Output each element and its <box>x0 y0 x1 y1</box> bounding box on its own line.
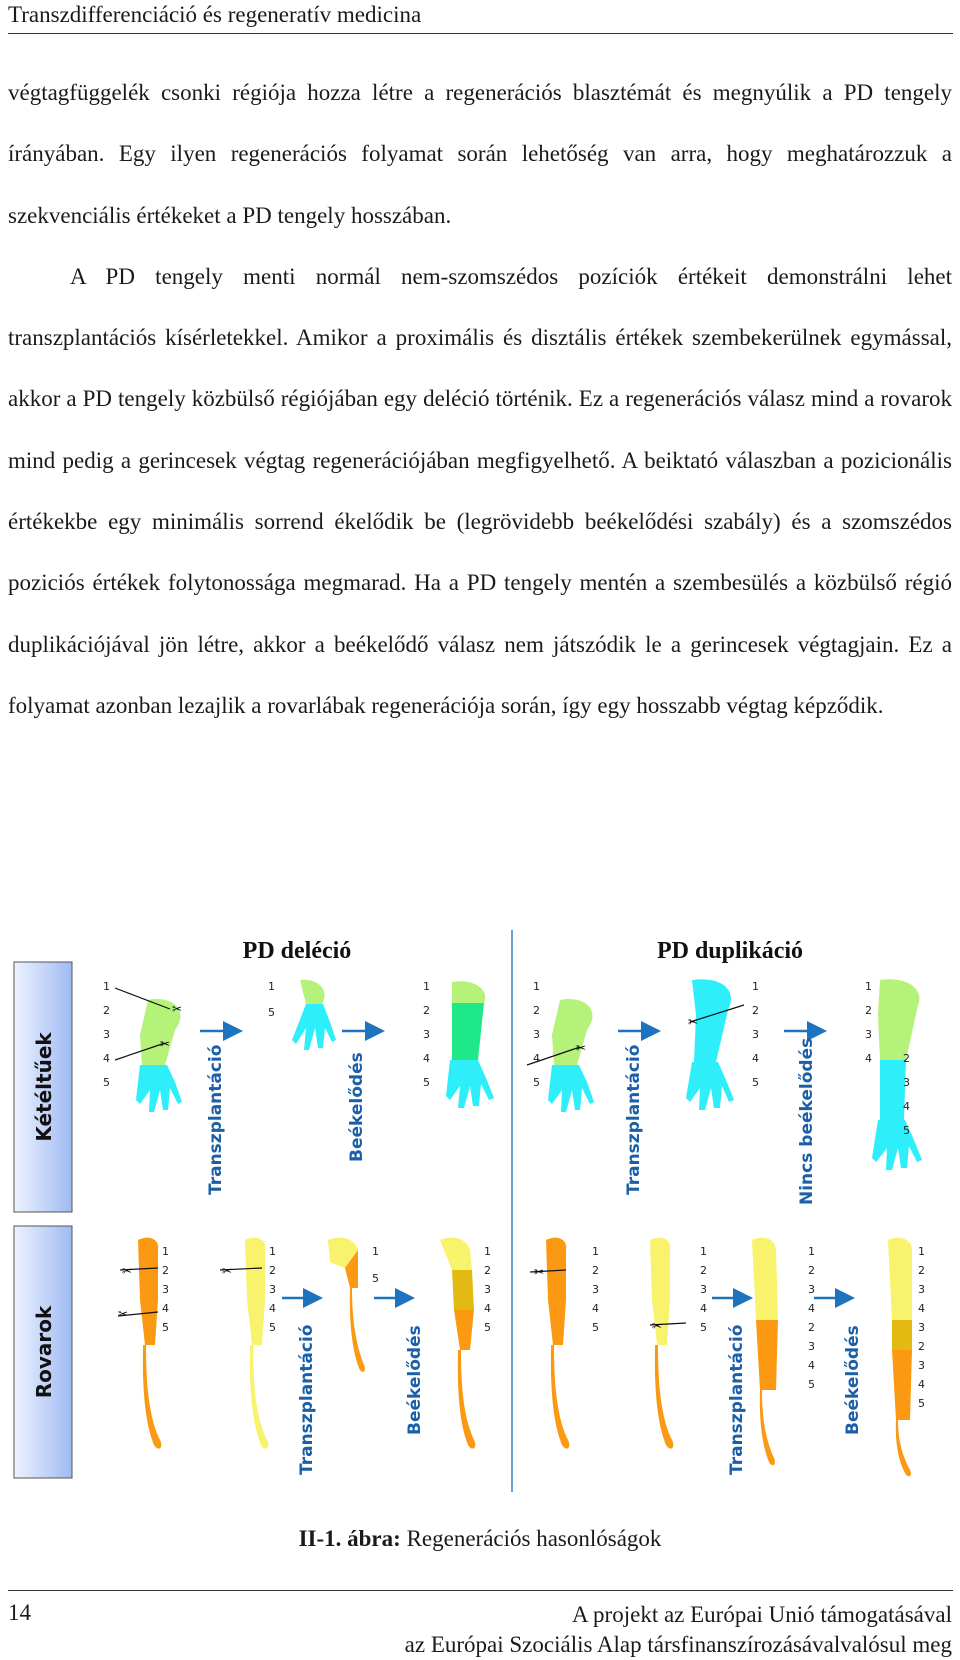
segment-number-label: 4 <box>103 1052 110 1065</box>
segment-number-label: 2 <box>918 1340 925 1353</box>
segment-number-label: 4 <box>533 1052 540 1065</box>
footer-divider <box>8 1590 953 1591</box>
arrow-label-transplant: Transzplantáció <box>297 1324 317 1475</box>
segment-number-label: 5 <box>103 1076 110 1089</box>
segment-number-label: 2 <box>700 1264 707 1277</box>
segment-number-label: 1 <box>865 980 872 993</box>
figure-caption <box>0 1526 960 1552</box>
segment-number-label: 4 <box>918 1378 925 1391</box>
row-label-insects: Rovarok <box>32 1305 56 1399</box>
insect-leg <box>888 1238 912 1477</box>
caption-label: II-1. ábra: <box>298 1526 401 1551</box>
segment-number-label: 2 <box>865 1004 872 1017</box>
segment-number-label: 4 <box>162 1302 169 1315</box>
segment-number-label: 5 <box>700 1321 707 1334</box>
segment-number-label: 5 <box>903 1124 910 1137</box>
segment-number-label: 3 <box>269 1283 276 1296</box>
segment-number-label: 2 <box>903 1052 910 1065</box>
insect-leg <box>546 1238 569 1449</box>
footer-line-2: az Európai Szociális Alap társfinanszírozásávalvalósul meg <box>404 1632 952 1657</box>
segment-number-label: 5 <box>592 1321 599 1334</box>
segment-number-label: 2 <box>103 1004 110 1017</box>
paragraph: végtagfüggelék csonki régiója hozza létre a regenerációs blasztémát és megnyúlik a PD tengely írányában. Egy ilyen regenerációs folyamat során lehetőség van arra, hogy meghatározzuk a szekvenciális értékeket a PD tengely hosszában. <box>8 80 952 228</box>
segment-number-label: 1 <box>918 1245 925 1258</box>
title-duplication: PD duplikáció <box>656 938 804 964</box>
scissors-icon: ✂ <box>688 1015 699 1029</box>
caption-text: Regenerációs hasonlóságok <box>406 1526 662 1551</box>
arrow-label-intercalation: Beékelődés <box>347 1052 367 1162</box>
segment-number-label: 4 <box>592 1302 599 1315</box>
amphibian-limb <box>872 979 922 1170</box>
segment-number-label: 2 <box>423 1004 430 1017</box>
arrow-label-intercalation: Beékelődés <box>843 1325 863 1435</box>
scissors-icon: ✂ <box>222 1264 233 1278</box>
cut-line <box>115 988 170 1009</box>
segment-number-label: 1 <box>162 1245 169 1258</box>
segment-number-label: 2 <box>808 1264 815 1277</box>
footer-funding <box>405 1600 952 1660</box>
segment-number-label: 3 <box>918 1359 925 1372</box>
segment-number-label: 3 <box>533 1028 540 1041</box>
scissors-icon: ✂ <box>160 1037 171 1051</box>
segment-number-label: 3 <box>808 1283 815 1296</box>
amphibian-limb <box>686 979 734 1110</box>
segment-number-label: 5 <box>752 1076 759 1089</box>
segment-number-label: 2 <box>592 1264 599 1277</box>
segment-number-label: 2 <box>484 1264 491 1277</box>
body-text <box>8 62 952 736</box>
segment-number-label: 1 <box>592 1245 599 1258</box>
row-label-amphibians: Kétéltűek <box>32 1032 56 1142</box>
scissors-icon: ✂ <box>118 1307 129 1321</box>
segment-number-label: 3 <box>423 1028 430 1041</box>
title-deletion: PD deléció <box>242 938 352 964</box>
segment-number-label: 1 <box>752 980 759 993</box>
segment-number-label: 3 <box>103 1028 110 1041</box>
amphibian-limb <box>292 980 336 1050</box>
segment-number-label: 1 <box>103 980 110 993</box>
segment-number-label: 2 <box>752 1004 759 1017</box>
segment-number-label: 2 <box>269 1264 276 1277</box>
segment-number-label: 3 <box>903 1076 910 1089</box>
segment-number-label: 5 <box>372 1272 379 1285</box>
segment-number-label: 1 <box>423 980 430 993</box>
segment-number-label: 4 <box>903 1100 910 1113</box>
scissors-icon: ✂ <box>576 1041 587 1055</box>
segment-number-label: 4 <box>808 1302 815 1315</box>
segment-number-label: 2 <box>808 1321 815 1334</box>
arrow-label-transplant: Transzplantáció <box>727 1324 747 1475</box>
arrow-label-transplant: Transzplantáció <box>206 1044 226 1195</box>
segment-number-label: 5 <box>162 1321 169 1334</box>
segment-number-label: 5 <box>918 1397 925 1410</box>
segment-number-label: 3 <box>808 1340 815 1353</box>
running-header: Transzdifferenciáció és regeneratív medicina <box>8 0 953 34</box>
segment-number-label: 1 <box>808 1245 815 1258</box>
scissors-icon: ✂ <box>172 1002 183 1016</box>
segment-number-label: 3 <box>865 1028 872 1041</box>
page-number: 14 <box>8 1600 31 1625</box>
scissors-icon: ✂ <box>122 1264 133 1278</box>
segment-number-label: 4 <box>423 1052 430 1065</box>
segment-number-label: 3 <box>918 1283 925 1296</box>
footer-line-1: A projekt az Európai Unió támogatásával <box>571 1602 952 1627</box>
segment-number-label: 3 <box>700 1283 707 1296</box>
arrow-label-transplant: Transzplantáció <box>624 1044 644 1195</box>
segment-number-label: 3 <box>918 1321 925 1334</box>
insect-leg <box>650 1238 673 1449</box>
segment-number-label: 4 <box>808 1359 815 1372</box>
segment-number-label: 2 <box>918 1264 925 1277</box>
segment-number-label: 4 <box>700 1302 707 1315</box>
insect-leg <box>245 1238 268 1449</box>
segment-number-label: 5 <box>423 1076 430 1089</box>
scissors-icon: ✂ <box>652 1319 663 1333</box>
figure-regeneration <box>0 920 960 1500</box>
amphibian-limb <box>446 981 494 1108</box>
segment-number-label: 3 <box>162 1283 169 1296</box>
segment-number-label: 5 <box>269 1321 276 1334</box>
segment-number-label: 1 <box>700 1245 707 1258</box>
segment-number-label: 4 <box>752 1052 759 1065</box>
segment-number-label: 1 <box>533 980 540 993</box>
arrow-label-no-intercalation: Nincs beékelődés <box>797 1037 817 1205</box>
segment-number-label: 2 <box>162 1264 169 1277</box>
segment-number-label: 1 <box>269 1245 276 1258</box>
segment-number-label: 1 <box>372 1245 379 1258</box>
scissors-icon: ✂ <box>534 1265 545 1279</box>
insect-leg <box>752 1238 778 1466</box>
paragraph: A PD tengely menti normál nem-szomszédos pozíciók értékeit demonstrálni lehet transzplantációs kísérletekkel. Amikor a proximális és disztális értékek szembekerülnek egymással, akkor a PD tengely közbülső régiójában egy deléció történik. Ez a regenerációs válasz mind a rovarok mind pedig a gerincesek végtag regenerációjában megfigyelhető. A beiktató válaszban a pozicionális értékekbe egy minimális sorrend ékelődik be (legrövidebb beékelődési szabály) és a szomszédos poziciós értékek folytonossága megmarad. Ha a PD tengely mentén a szembesülés a közbülső régió duplikációjával jön létre, akkor a beékelődő válasz nem játszódik le a gerincesek végtagjain. Ez a folyamat azonban lezajlik a rovarlábak regenerációja során, így egy hosszabb végtag képződik. <box>8 263 952 718</box>
segment-number-label: 4 <box>269 1302 276 1315</box>
segment-number-label: 2 <box>533 1004 540 1017</box>
segment-number-label: 4 <box>484 1302 491 1315</box>
segment-number-label: 5 <box>484 1321 491 1334</box>
insect-leg <box>440 1238 475 1449</box>
segment-number-label: 3 <box>484 1283 491 1296</box>
segment-number-label: 5 <box>268 1006 275 1019</box>
segment-number-label: 4 <box>865 1052 872 1065</box>
segment-number-label: 1 <box>484 1245 491 1258</box>
segment-number-label: 3 <box>752 1028 759 1041</box>
segment-number-label: 5 <box>533 1076 540 1089</box>
segment-number-label: 3 <box>592 1283 599 1296</box>
insect-leg <box>328 1238 365 1372</box>
arrow-label-intercalation: Beékelődés <box>405 1325 425 1435</box>
segment-number-label: 4 <box>918 1302 925 1315</box>
segment-number-label: 5 <box>808 1378 815 1391</box>
segment-number-label: 1 <box>268 980 275 993</box>
